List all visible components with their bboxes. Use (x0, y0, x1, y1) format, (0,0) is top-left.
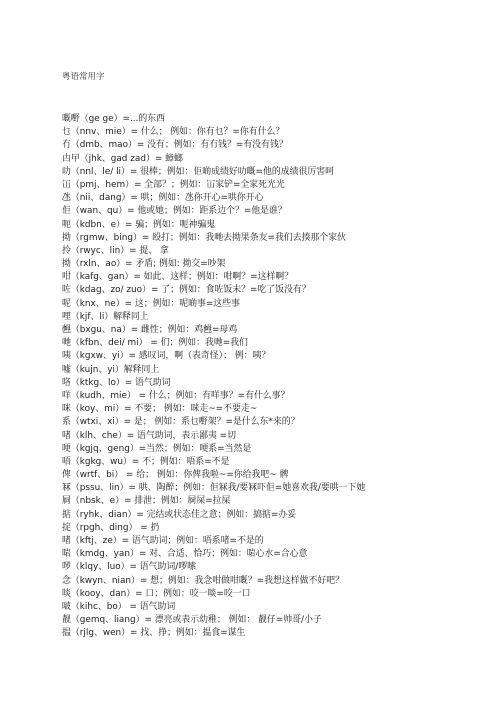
list-item: 呃（kdbn、e）= 骗；例如：呃神骗鬼 (62, 219, 216, 230)
list-item: 佢（wan、qu）= 他或她；例如：距系边个？=他是谁？ (62, 206, 287, 217)
list-item: 啫（kftj、ze）= 语气助词；例如：唔系啫=不是的 (62, 536, 264, 546)
list-item: 乸（bxgu、na）= 雌性；例如：鸡乸=母鸡 (62, 325, 238, 335)
list-item: 嘅嘢（ge ge）=...的东西 (62, 114, 166, 124)
list-item: 靓（gemq、liang）= 漂亮或表示幼稚； 例如： 靓仔=帅哥/小子 (62, 615, 322, 626)
list-item: 冧（pssu、lin）= 哄、陶醉；例如：佢冧我/要冧吓佢=她喜欢我/要哄一下她 (62, 483, 366, 494)
list-item: 啵（kihc、bo） = 语气助词 (62, 601, 176, 612)
list-item: 咪（koy、mi）= 不要； 例如：咪走~=不要走~ (62, 404, 258, 415)
list-item: 咩（kudh、mie） = 什么；例如：有咩事？=有什么事？ (62, 390, 290, 401)
list-item: 啖（kooy、dan）= 口；例如：咬一啖=咬一口 (62, 588, 251, 599)
list-item: 系（wtxi、xi）= 是； 例如：系乜嘢架？=是什么东*来的？ (62, 417, 300, 428)
list-item: 甴曱（jhk、gad zad）= 蟑螂 (62, 153, 183, 164)
list-item: 冚（pmj、hem）= 全部？；例如：冚家铲=全家死光光 (62, 179, 285, 190)
list-item: 掟（rpgh、ding） = 扔 (62, 522, 160, 533)
list-item: 哽（kgjq、geng）=当然；例如：哽系=当然是 (62, 443, 252, 454)
list-item: 拎（rwyc、lin）= 提、 拿 (62, 245, 169, 256)
list-item: 啰（klqy、luo）= 语气助词/啰嗦 (62, 562, 197, 573)
list-item: 冇（dmb、mao）= 没有；例如：有冇钱？=有没有钱？ (62, 140, 288, 151)
list-item: 揾（rjlg、wen）= 找、挣；例如：揾食=谋生 (62, 628, 246, 639)
list-item: 氹（nii、dang）= 哄；例如：氹你开心=哄你开心 (62, 193, 264, 204)
list-item: 嘘（kujn、yi）解释同上 (62, 364, 160, 375)
list-item: 拗（rgmw、bing）= 殴打；例如：我哋去拗果条友=我们去揍那个家伙 (62, 232, 346, 243)
document-title: 粤语常用字 (62, 72, 105, 82)
list-item: 啫（klh、che）= 语气助词，表示鄙夷 =切 (62, 430, 236, 441)
list-item: 哩（kjf、li）解释同上 (62, 311, 149, 322)
list-item: 掂（ryhk、dian）= 完结或状态佳之意；例如：搞掂=办妥 (62, 509, 297, 520)
entry-list (62, 113, 492, 641)
list-item: 俾（wrtf、bi） = 给； 例如：你俾我啦~=你给我吧~ 髀 (62, 470, 289, 481)
list-item: 咯（ktkg、lo）= 语气助词 (62, 377, 171, 388)
list-item: 哋（kfbn、dei/ mi） = 们；例如：我哋=我们 (62, 338, 248, 349)
list-item: 念（kwyn、nian）= 想；例如：我念咁做咁嘅？=我想这样做不好吧？ (62, 575, 344, 586)
list-item: 啱（kmdg、yan）= 对、合适、恰巧；例如：啱心水=合心意 (62, 549, 308, 560)
list-item: 唔（kgkg、wu）= 不；例如：唔系=不是 (62, 456, 230, 467)
list-item: 咗（kdag、zo/ zuo）= 了；例如：食咗饭未？=吃了饭没有？ (62, 285, 311, 296)
list-item: 乜（nnv、mie）= 什么； 例如：你有乜？=你有什么？ (62, 127, 285, 138)
list-item: 拗（rxln、ao）= 矛盾; 例如: 拗交=吵架 (62, 259, 226, 270)
list-item: 咁（kafg、gan）= 如此、这样；例如：咁啊？=这样啊？ (62, 272, 294, 283)
list-item: 叻（nnl、le/ li）= 很棒；例如：佢啲成绩好叻嘅=他的成绩很厉害呵 (62, 166, 334, 177)
list-item: 屙（nbsk、e）= 排泄；例如：屙屎=拉屎 (62, 496, 231, 507)
list-item: 呢（knx、ne）= 这；例如：呢啲事=这些事 (62, 298, 240, 309)
list-item: 咦（kgxw、yi）= 感叹词，啊（表奇怪）； 例：咦？ (62, 351, 271, 362)
